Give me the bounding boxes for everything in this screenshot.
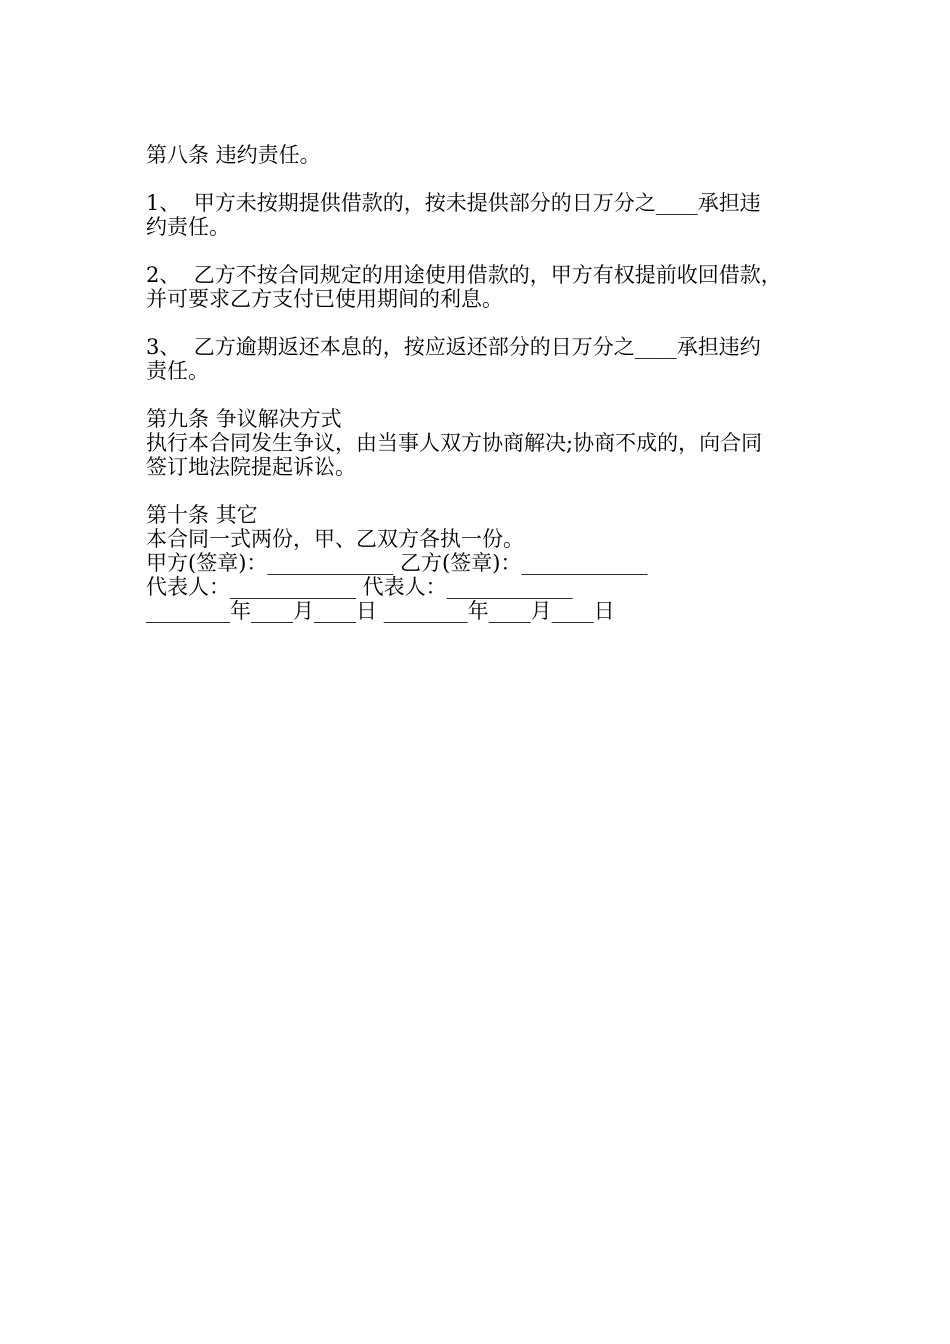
spacer	[146, 311, 818, 335]
signature-line: 甲方(签章)：____________ 乙方(签章)：____________	[146, 551, 648, 575]
article-10-heading: 第十条 其它	[146, 503, 258, 527]
spacer	[146, 383, 818, 407]
spacer	[146, 239, 818, 263]
article-8-item-3-line-1: 3、 乙方逾期返还本息的，按应返还部分的日万分之____承担违约	[146, 335, 761, 359]
article-9-line-2: 签订地法院提起诉讼。	[146, 455, 356, 479]
article-8-item-2-line-1: 2、 乙方不按合同规定的用途使用借款的，甲方有权提前收回借款，	[146, 263, 782, 287]
article-8-heading: 第八条 违约责任。	[146, 143, 321, 167]
article-9-heading: 第九条 争议解决方式	[146, 407, 342, 431]
article-10-copies: 本合同一式两份，甲、乙双方各执一份。	[146, 527, 524, 551]
spacer	[146, 167, 818, 191]
article-9-line-1: 执行本合同发生争议，由当事人双方协商解决;协商不成的，向合同	[146, 431, 763, 455]
article-8-item-2-line-2: 并可要求乙方支付已使用期间的利息。	[146, 287, 503, 311]
spacer	[146, 479, 818, 503]
article-8-item-1-line-2: 约责任。	[146, 215, 230, 239]
article-8-item-3-line-2: 责任。	[146, 359, 209, 383]
date-line: ________年____月____日 ________年____月____日	[146, 599, 615, 623]
representative-line: 代表人：____________ 代表人：____________	[146, 575, 573, 599]
document-body	[146, 143, 818, 623]
article-8-item-1-line-1: 1、 甲方未按期提供借款的，按未提供部分的日万分之____承担违	[146, 191, 761, 215]
